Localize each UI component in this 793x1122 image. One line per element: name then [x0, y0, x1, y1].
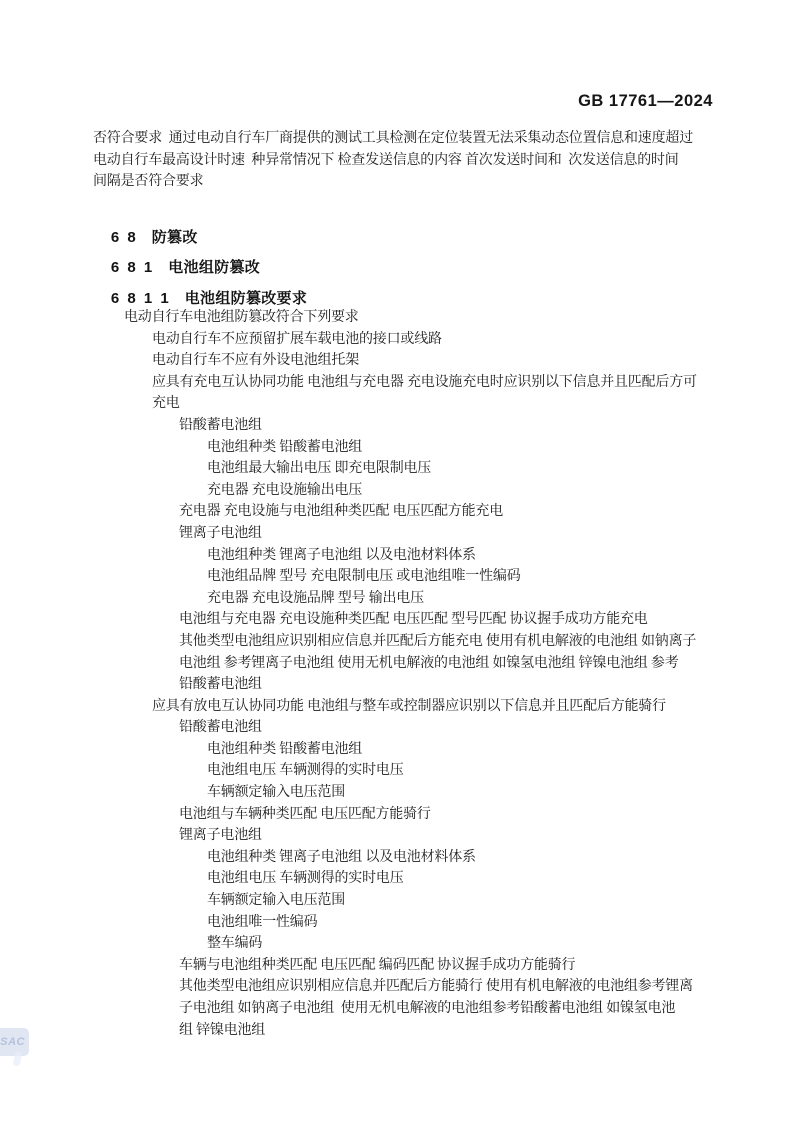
body-line: 电池组最大输出电压 即充电限制电压: [207, 461, 432, 477]
body-line: 铅酸蓄电池组: [179, 417, 262, 433]
body-line: 电池组唯一性编码: [207, 914, 318, 930]
body-line: 电动自行车电池组防篡改符合下列要求: [124, 310, 359, 325]
section-title: 电池组防篡改: [168, 259, 261, 276]
section-number: 6 8 1 1: [110, 290, 171, 307]
body-line: 电池组种类 锂离子电池组 以及电池材料体系: [207, 849, 476, 865]
section-title: 防篡改: [151, 229, 198, 246]
sac-watermark-tail: [13, 1051, 23, 1066]
body-line: 车辆额定输入电压范围: [207, 785, 345, 801]
body-line: 电池组电压 车辆测得的实时电压: [207, 763, 404, 779]
body-line: 其他类型电池组应识别相应信息并匹配后方能骑行 使用有机电解液的电池组参考锂离: [179, 979, 693, 995]
body-line: 电池组品牌 型号 充电限制电压 或电池组唯一性编码: [207, 569, 521, 585]
body-line: 整车编码: [207, 936, 263, 952]
body-line: 充电器 充电设施输出电压: [207, 482, 363, 498]
body-line: 应具有放电互认协同功能 电池组与整车或控制器应识别以下信息并且匹配后方能骑行: [152, 698, 666, 714]
body-line: 应具有充电互认协同功能 电池组与充电器 充电设施充电时应识别以下信息并且匹配后方可: [152, 374, 697, 390]
section-title: 电池组防篡改要求: [184, 290, 308, 307]
body-line: 子电池组 如钠离子电池组 使用无机电解液的电池组参考铅酸蓄电池组 如镍氢电池: [179, 1001, 676, 1016]
body-line: 车辆额定输入电压范围: [207, 893, 345, 909]
body-line: 铅酸蓄电池组: [179, 677, 262, 693]
intro-line: 电动自行车最高设计时速 种异常情况下 检查发送信息的内容 首次发送时间和 次发送信息的时间: [93, 152, 679, 168]
body-line: 充电器 充电设施品牌 型号 输出电压: [207, 590, 424, 606]
body-line: 电动自行车不应有外设电池组托架: [152, 353, 359, 369]
section-number: 6 8: [110, 229, 138, 246]
body-line: 充电器 充电设施与电池组种类匹配 电压匹配方能充电: [179, 504, 503, 520]
body-line: 电池组 参考锂离子电池组 使用无机电解液的电池组 如镍氢电池组 锌镍电池组 参考: [179, 655, 679, 671]
intro-line: 间隔是否符合要求: [93, 174, 204, 190]
body-line: 铅酸蓄电池组: [179, 720, 262, 736]
body-line: 充电: [152, 396, 180, 412]
body-line: 电池组种类 铅酸蓄电池组: [207, 741, 363, 757]
body-line: 电池组种类 锂离子电池组 以及电池材料体系: [207, 547, 476, 563]
body-line: 锂离子电池组: [179, 828, 262, 844]
body-line: 电池组种类 铅酸蓄电池组: [207, 439, 363, 455]
requirements-body: [93, 307, 753, 1041]
sac-watermark-text: SAC: [0, 1036, 25, 1048]
body-line: 电池组与车辆种类匹配 电压匹配方能骑行: [179, 806, 431, 822]
intro-line: 否符合要求 通过电动自行车厂商提供的测试工具检测在定位装置无法采集动态位置信息和速度超过: [93, 131, 693, 146]
body-line: 锂离子电池组: [179, 525, 262, 541]
body-line: 电池组与充电器 充电设施种类匹配 电压匹配 型号匹配 协议握手成功方能充电: [179, 612, 648, 628]
intro-paragraph: [93, 128, 753, 193]
body-line: 电动自行车不应预留扩展车载电池的接口或线路: [152, 331, 442, 347]
body-line: 电池组电压 车辆测得的实时电压: [207, 871, 404, 887]
sac-watermark-logo: [0, 1028, 29, 1056]
body-line: 组 锌镍电池组: [179, 1022, 266, 1038]
body-line: 车辆与电池组种类匹配 电压匹配 编码匹配 协议握手成功方能骑行: [179, 957, 576, 973]
body-line: 其他类型电池组应识别相应信息并匹配后方能充电 使用有机电解液的电池组 如钠离子: [179, 633, 697, 649]
standard-number: GB 17761—2024: [578, 92, 713, 110]
section-number: 6 8 1: [110, 259, 155, 276]
